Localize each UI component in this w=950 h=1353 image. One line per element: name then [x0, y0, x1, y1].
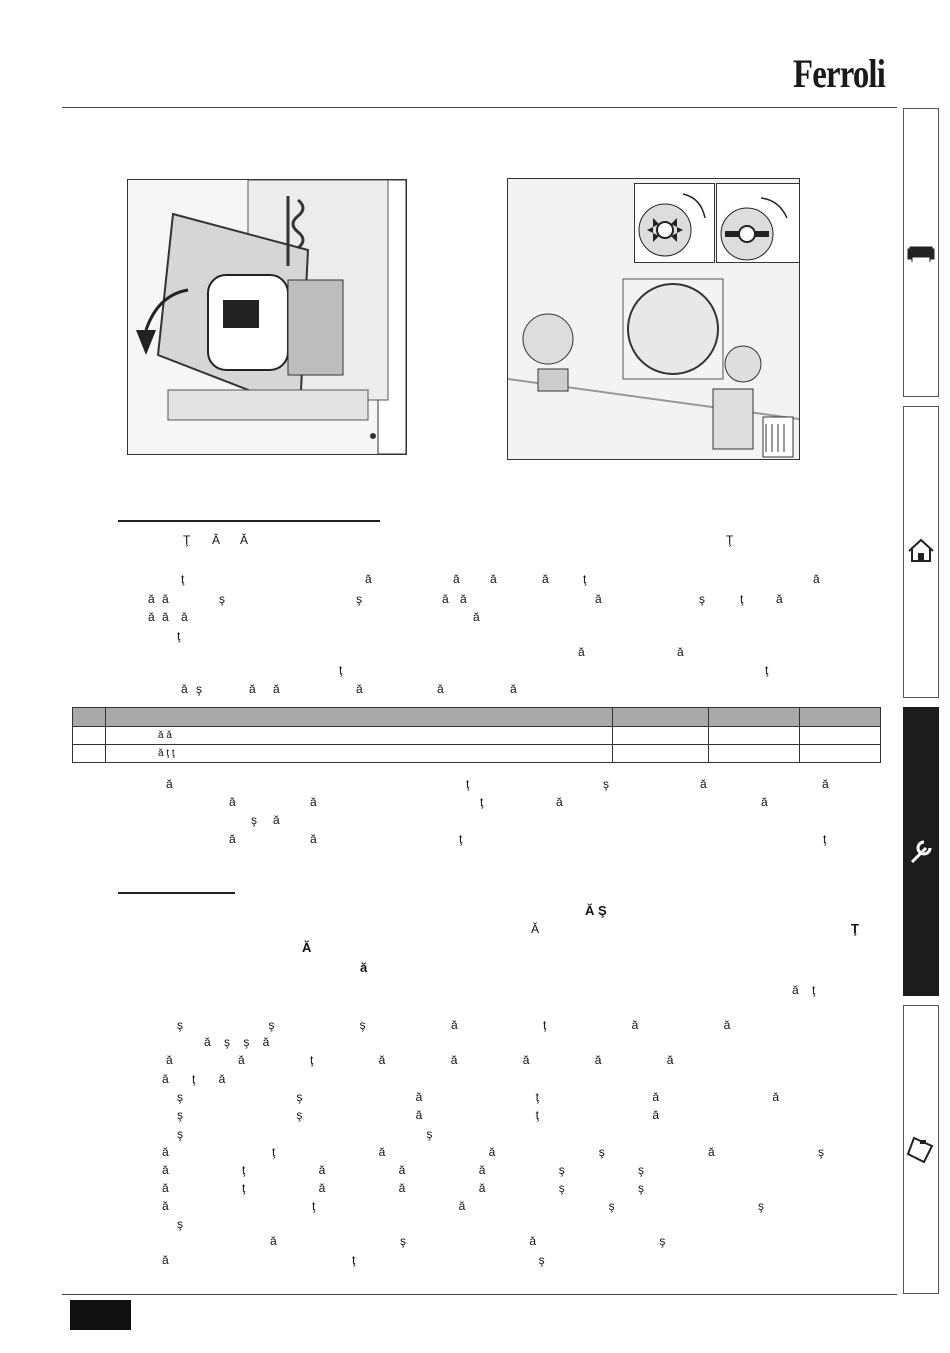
section2-bold-char: Ţ [851, 921, 859, 936]
para-char: ş [699, 592, 705, 606]
para-char: ă [356, 682, 363, 696]
para-char: ă [700, 777, 707, 791]
para-char: ă [273, 813, 280, 827]
section2-line: ă ţ ă ă ş ă ş [162, 1145, 825, 1159]
para-char: ă [813, 572, 820, 586]
para-char: ţ [480, 795, 484, 809]
para-char: ă [442, 592, 449, 606]
section2-line: ş ş ă ţ ă ă [177, 1090, 780, 1104]
table-cell [709, 727, 800, 745]
para-char: ă [310, 832, 317, 846]
table-cell: ă ţ ţ [106, 745, 613, 763]
section1-title-char: Ă [240, 533, 249, 547]
tab-service[interactable] [903, 707, 939, 996]
para-char: ă [473, 610, 480, 624]
table-cell [800, 727, 881, 745]
para-char: ţ [181, 572, 185, 586]
table-cell [613, 727, 709, 745]
table-row [73, 727, 881, 745]
section2-line: ă ţ ş [162, 1253, 545, 1267]
para-char: ţ [823, 832, 827, 846]
para-char: ţ [177, 629, 181, 643]
para-char: ă [148, 592, 155, 606]
para-char: ă [181, 682, 188, 696]
para-char: ă [229, 832, 236, 846]
section2-heading-underline [118, 892, 235, 894]
inset-rotation-left [634, 183, 715, 263]
brand-logo: Ferroli [793, 51, 886, 96]
header-rule [62, 107, 897, 108]
para-char: ă [162, 610, 169, 624]
table-cell [73, 745, 106, 763]
para-char: ă [273, 682, 280, 696]
para-char: ţ [765, 663, 769, 677]
section2-line: ă ă ţ ă ă ă ă ă [166, 1053, 674, 1067]
spec-table [72, 707, 881, 763]
table-header-cell [73, 708, 106, 727]
page-number-box [70, 1300, 131, 1330]
section2-line: ă ţ ă ş ş [162, 1199, 765, 1213]
section2-line: ş ş [177, 1127, 433, 1141]
para-char: ă [460, 592, 467, 606]
table-header-cell [709, 708, 800, 727]
table-cell [613, 745, 709, 763]
para-char: ă [776, 592, 783, 606]
para-char: ţ [466, 777, 470, 791]
para-char: ă [310, 795, 317, 809]
armchair-icon [904, 239, 938, 270]
para-char: ş [356, 592, 362, 606]
para-char: ă [490, 572, 497, 586]
para-char: ă [162, 592, 169, 606]
para-char: ă [510, 682, 517, 696]
para-char: ă [578, 645, 585, 659]
table-cell [709, 745, 800, 763]
para-char: ă [677, 645, 684, 659]
section1-title-char: Ţ [183, 533, 191, 547]
para-char: ş [219, 592, 225, 606]
para-char: ă [556, 795, 563, 809]
section1-title-char: Ă [212, 533, 221, 547]
table-cell [73, 727, 106, 745]
section2-bold-char: ă [360, 960, 368, 975]
para-char: ş [196, 682, 202, 696]
table-header-cell [800, 708, 881, 727]
section2-bold-char: Ă [302, 940, 312, 955]
tab-user[interactable] [903, 108, 939, 397]
boiler-illustration [128, 180, 406, 454]
para-char: ă [542, 572, 549, 586]
table-row [73, 745, 881, 763]
section2-line: ă ş ă ş [270, 1234, 666, 1248]
clipboard-icon [904, 1134, 938, 1171]
para-char: ă [166, 777, 173, 791]
para-char: ă [453, 572, 460, 586]
section2-bold-char: Ă Ş [585, 903, 607, 918]
para-char: ţ [740, 592, 744, 606]
table-header-row [73, 708, 881, 727]
para-char: ă [437, 682, 444, 696]
wrench-icon [904, 836, 938, 873]
para-char: ă [181, 610, 188, 624]
tab-specs[interactable] [903, 1005, 939, 1294]
section2-line: ă ţ ă ă ă ş ş [162, 1181, 645, 1195]
section2-line: ş [177, 1217, 183, 1231]
para-char: ă [365, 572, 372, 586]
para-char: ş [251, 813, 257, 827]
table-cell: ă ă [106, 727, 613, 745]
figure-pump-detail [507, 178, 800, 460]
table-header-cell [106, 708, 613, 727]
section2-line: ă ţ [792, 983, 816, 997]
section2-char: Ă [531, 922, 540, 936]
section2-line: ă ţ ă ă ă ş ş [162, 1163, 645, 1177]
para-char: ş [603, 777, 609, 791]
para-char: ţ [339, 663, 343, 677]
house-icon [904, 537, 938, 572]
para-char: ţ [459, 832, 463, 846]
para-char: ă [761, 795, 768, 809]
section1-title-char: Ţ [726, 533, 734, 547]
para-char: ă [229, 795, 236, 809]
section2-line: ă ş ş ă [204, 1035, 270, 1049]
section2-line: ş ş ă ţ ă [177, 1108, 660, 1122]
para-char: ă [595, 592, 602, 606]
footer-rule [62, 1294, 897, 1295]
para-char: ă [148, 610, 155, 624]
table-header-cell [613, 708, 709, 727]
inset-rotation-right [716, 183, 800, 263]
figure-boiler-open-panel [127, 179, 407, 455]
table-cell [800, 745, 881, 763]
section2-line: ş ş ş ă ţ ă ă [177, 1018, 731, 1032]
tab-installer[interactable] [903, 406, 939, 698]
section2-line: ă ţ ă [162, 1072, 226, 1086]
para-char: ă [822, 777, 829, 791]
section1-heading-underline [118, 520, 380, 522]
para-char: ţ [583, 572, 587, 586]
para-char: ă [249, 682, 256, 696]
